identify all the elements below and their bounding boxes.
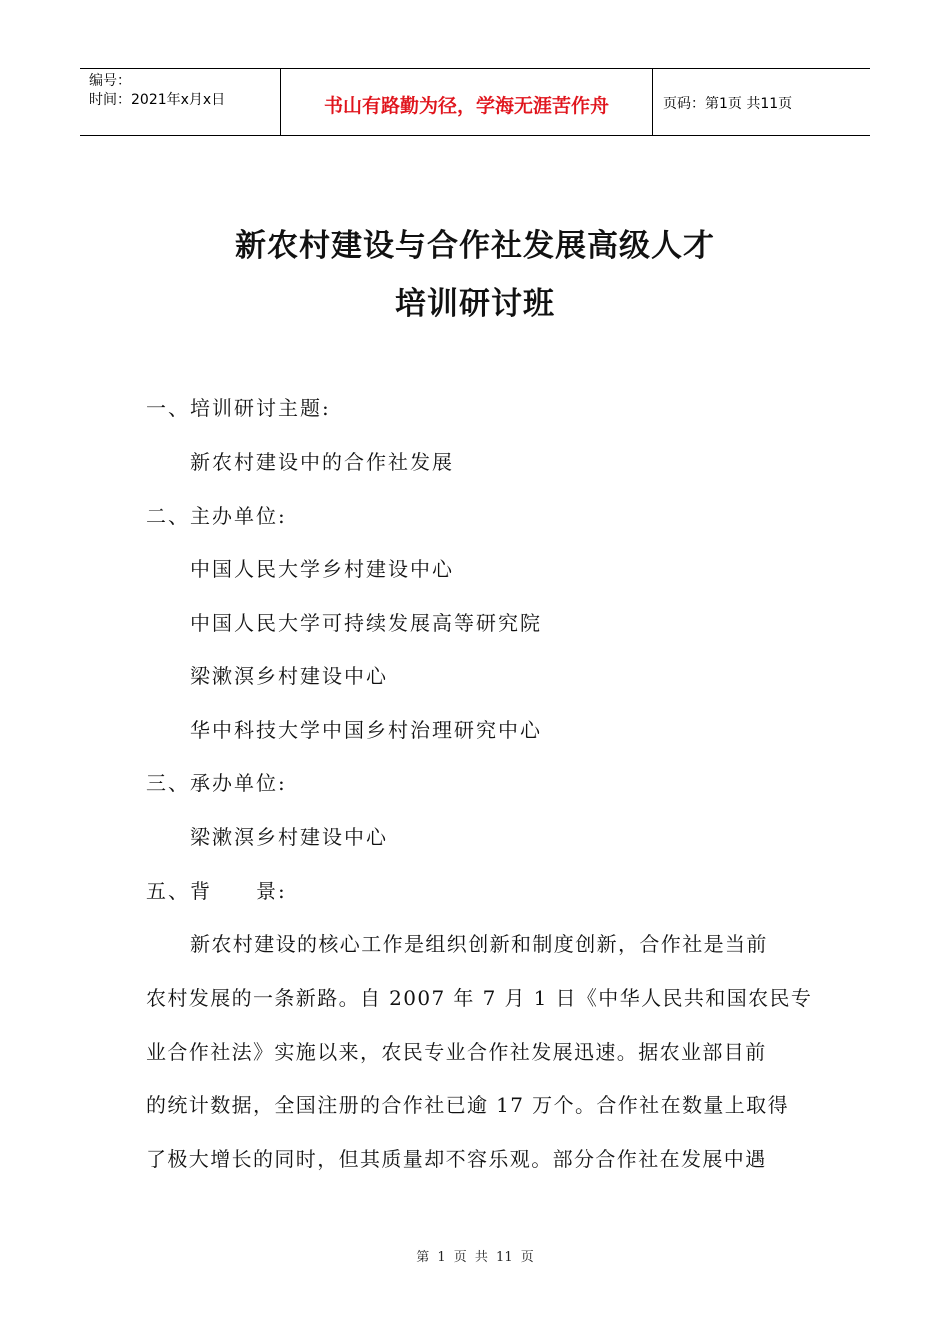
header-meta — [80, 69, 281, 135]
paragraph-line: 了极大增长的同时，但其质量却不容乐观。部分合作社在发展中遇 — [146, 1147, 767, 1171]
paragraph-line: 农村发展的一条新路。自 2007 年 7 月 1 日《中华人民共和国农民专 — [146, 986, 813, 1010]
document-title-line1: 新农村建设与合作社发展高级人才 — [235, 228, 715, 264]
paragraph-line: 的统计数据，全国注册的合作社已逾 17 万个。合作社在数量上取得 — [146, 1093, 789, 1117]
section-heading-background: 五、背 景: — [146, 879, 287, 903]
paragraph-line: 业合作社法》实施以来，农民专业合作社发展迅速。据农业部目前 — [146, 1040, 767, 1064]
paragraph-line: 新农村建设的核心工作是组织创新和制度创新，合作社是当前 — [190, 932, 768, 956]
header-page-info: 页码：第1页 共11页 — [663, 96, 793, 112]
host-item: 梁漱溟乡村建设中心 — [190, 825, 388, 849]
document-title-line2: 培训研讨班 — [395, 286, 555, 322]
header-motto: 书山有路勤为径，学海无涯苦作舟 — [281, 69, 653, 135]
organizer-item: 华中科技大学中国乡村治理研究中心 — [190, 718, 542, 742]
date-line: 时间：2021年x月x日 — [89, 92, 226, 108]
section-heading-host: 三、承办单位: — [146, 771, 287, 795]
organizer-item: 中国人民大学可持续发展高等研究院 — [190, 611, 542, 635]
section-heading-organizers: 二、主办单位: — [146, 504, 287, 528]
organizer-item: 中国人民大学乡村建设中心 — [190, 557, 454, 581]
organizer-item: 梁漱溟乡村建设中心 — [190, 664, 388, 688]
theme-item: 新农村建设中的合作社发展 — [190, 450, 454, 474]
number-label: 编号： — [89, 73, 131, 89]
page-footer: 第 1 页 共 11 页 — [416, 1250, 534, 1265]
section-heading-theme: 一、培训研讨主题: — [146, 396, 331, 420]
document-header — [80, 68, 870, 136]
